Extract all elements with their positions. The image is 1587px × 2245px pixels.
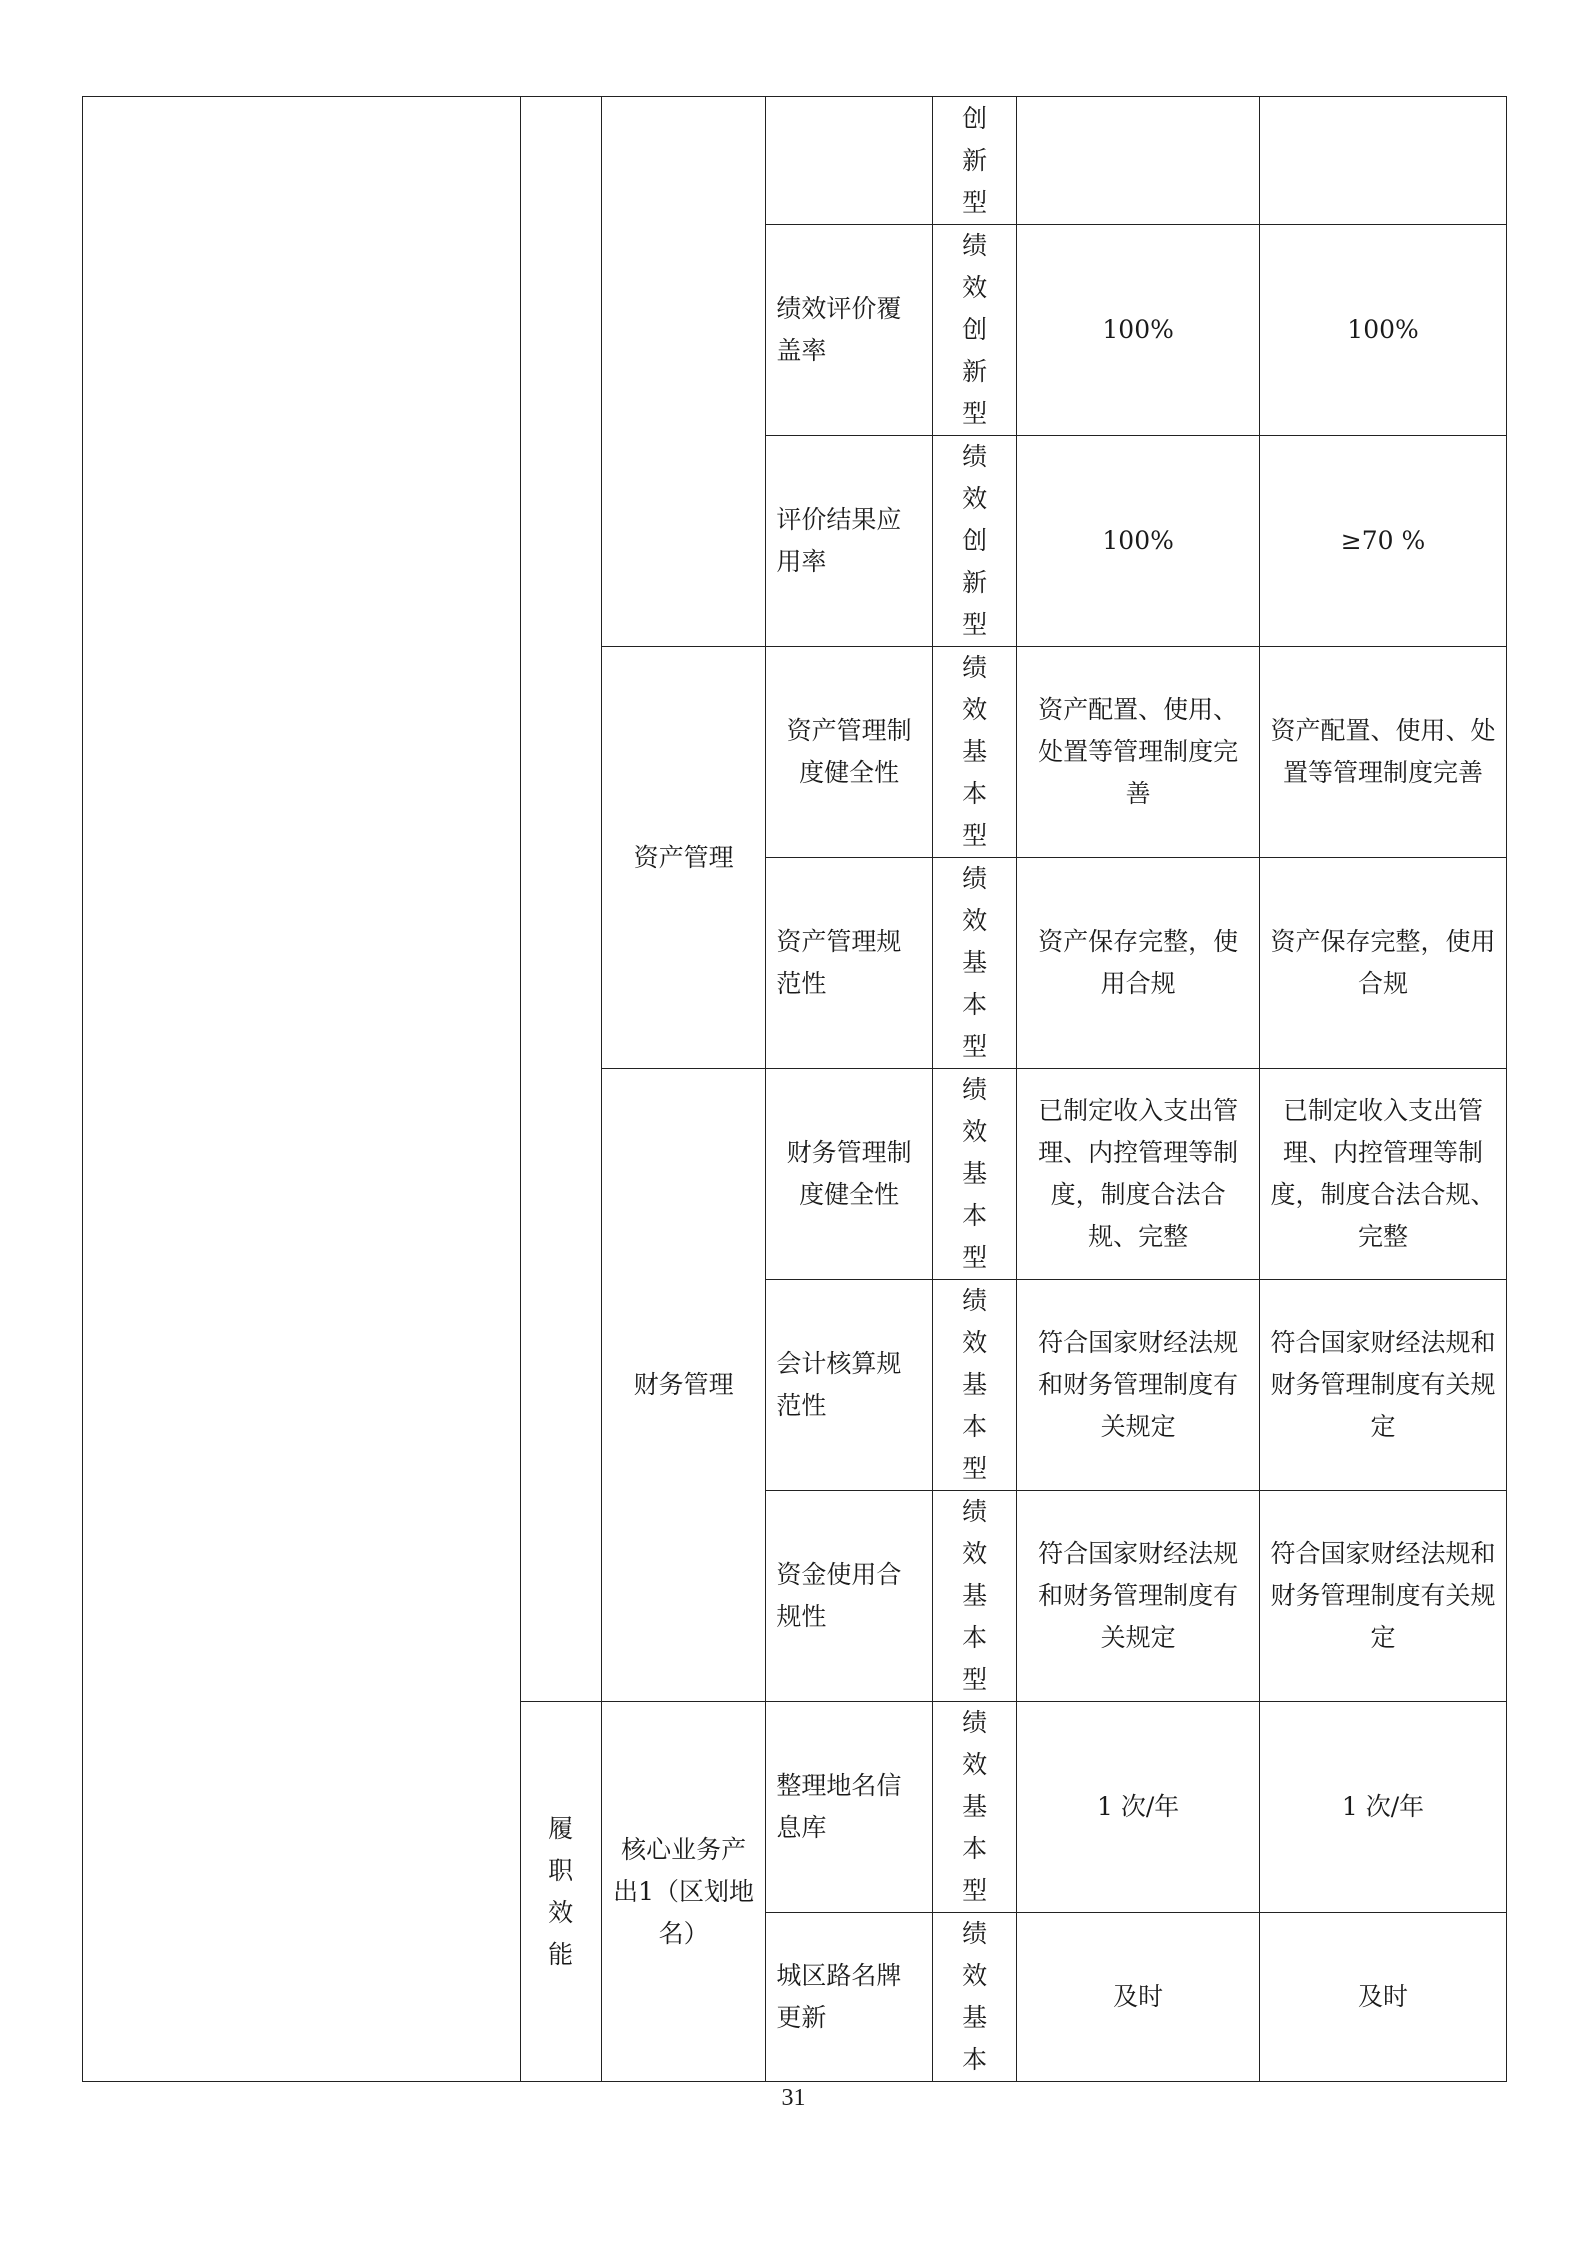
- target-value: 符合国家财经法规和财务管理制度有关规定: [1017, 1280, 1260, 1491]
- section-duty-efficiency: [520, 1702, 601, 2082]
- vertical-text: [943, 647, 1006, 857]
- vertical-char: 效: [962, 273, 988, 302]
- vertical-char: 能: [548, 1939, 574, 1969]
- indicator-type: [932, 97, 1016, 225]
- target-value: 1 次/年: [1017, 1702, 1260, 1913]
- vertical-char: 型: [962, 1876, 988, 1905]
- indicator-name: 会计核算规范性: [766, 1280, 933, 1491]
- vertical-char: 新: [962, 568, 988, 597]
- level2-indicator-cell: [601, 97, 766, 647]
- vertical-char: 职: [548, 1855, 574, 1885]
- vertical-char: 绩: [962, 1497, 988, 1526]
- page-number: 31: [781, 2085, 806, 2111]
- indicator-type: [932, 436, 1016, 647]
- vertical-char: 型: [962, 1243, 988, 1272]
- vertical-char: 创: [962, 103, 988, 133]
- indicator-name: 整理地名信息库: [766, 1702, 933, 1913]
- vertical-char: 本: [962, 1834, 988, 1863]
- section-asset-management: 资产管理: [601, 647, 766, 1069]
- vertical-char: 型: [962, 821, 988, 850]
- performance-indicator-table: [82, 96, 1507, 2082]
- indicator-name: [766, 97, 933, 225]
- vertical-char: 本: [962, 2045, 988, 2074]
- indicator-name: 资金使用合规性: [766, 1491, 933, 1702]
- section-core-output: 核心业务产出1（区划地名）: [601, 1702, 766, 2082]
- indicator-type: [932, 225, 1016, 436]
- vertical-char: 基: [962, 1792, 988, 1821]
- vertical-char: 绩: [962, 442, 988, 471]
- vertical-char: 本: [962, 1201, 988, 1230]
- vertical-char: 绩: [962, 864, 988, 893]
- vertical-char: 效: [962, 695, 988, 724]
- vertical-char: 型: [962, 610, 988, 639]
- indicator-type: [932, 1069, 1016, 1280]
- actual-value: 资产配置、使用、处置等管理制度完善: [1260, 647, 1507, 858]
- target-value: 100%: [1017, 225, 1260, 436]
- indicator-type: [932, 858, 1016, 1069]
- actual-value: 100%: [1260, 225, 1507, 436]
- vertical-char: 基: [962, 1159, 988, 1188]
- actual-value: 已制定收入支出管理、内控管理等制度，制度合法合规、完整: [1260, 1069, 1507, 1280]
- indicator-type: [932, 1913, 1016, 2082]
- vertical-char: 履: [548, 1813, 574, 1843]
- vertical-char: 型: [962, 1665, 988, 1694]
- vertical-char: 效: [962, 1539, 988, 1568]
- vertical-char: 效: [962, 1750, 988, 1779]
- vertical-text: [943, 858, 1006, 1068]
- target-value: 资产保存完整，使用合规: [1017, 858, 1260, 1069]
- vertical-text: [943, 1913, 1006, 2081]
- indicator-name: 绩效评价覆盖率: [766, 225, 933, 436]
- project-name-cell: [83, 97, 521, 2082]
- vertical-char: 型: [962, 399, 988, 428]
- vertical-char: 绩: [962, 1919, 988, 1948]
- actual-value: 符合国家财经法规和财务管理制度有关规定: [1260, 1280, 1507, 1491]
- vertical-text: [943, 1491, 1006, 1701]
- vertical-char: 效: [962, 484, 988, 513]
- actual-value: 资产保存完整，使用合规: [1260, 858, 1507, 1069]
- vertical-text: [943, 1069, 1006, 1279]
- target-value: 资产配置、使用、处置等管理制度完善: [1017, 647, 1260, 858]
- vertical-char: 绩: [962, 1075, 988, 1104]
- target-value: 符合国家财经法规和财务管理制度有关规定: [1017, 1491, 1260, 1702]
- table-row: [83, 97, 1507, 225]
- vertical-char: 基: [962, 2003, 988, 2032]
- indicator-name: 资产管理规范性: [766, 858, 933, 1069]
- vertical-char: 新: [962, 357, 988, 386]
- indicator-type: [932, 1280, 1016, 1491]
- vertical-char: 绩: [962, 1286, 988, 1315]
- vertical-char: 创: [962, 315, 988, 344]
- indicator-type: [932, 1702, 1016, 1913]
- vertical-char: 绩: [962, 1708, 988, 1737]
- vertical-char: 本: [962, 990, 988, 1019]
- indicator-type: [932, 647, 1016, 858]
- indicator-name: 资产管理制度健全性: [766, 647, 933, 858]
- vertical-char: 型: [962, 1032, 988, 1061]
- actual-value: [1260, 97, 1507, 225]
- target-value: 及时: [1017, 1913, 1260, 2082]
- indicator-name: 财务管理制度健全性: [766, 1069, 933, 1280]
- vertical-char: 效: [962, 1117, 988, 1146]
- vertical-char: 型: [962, 1454, 988, 1483]
- vertical-char: 新: [962, 145, 988, 175]
- indicator-name: 城区路名牌更新: [766, 1913, 933, 2082]
- section-finance-management: 财务管理: [601, 1069, 766, 1702]
- vertical-char: 本: [962, 779, 988, 808]
- target-value: 100%: [1017, 436, 1260, 647]
- vertical-char: 基: [962, 737, 988, 766]
- vertical-char: 基: [962, 948, 988, 977]
- actual-value: ≥70 %: [1260, 436, 1507, 647]
- vertical-char: 效: [962, 906, 988, 935]
- indicator-type: [932, 1491, 1016, 1702]
- vertical-text: [531, 1808, 591, 1976]
- vertical-text: [943, 436, 1006, 646]
- vertical-char: 创: [962, 526, 988, 555]
- actual-value: 1 次/年: [1260, 1702, 1507, 1913]
- vertical-char: 型: [962, 187, 988, 217]
- vertical-char: 绩: [962, 231, 988, 260]
- vertical-text: [943, 1280, 1006, 1490]
- vertical-char: 基: [962, 1581, 988, 1610]
- vertical-char: 效: [962, 1961, 988, 1990]
- actual-value: 及时: [1260, 1913, 1507, 2082]
- vertical-text: [943, 98, 1006, 224]
- indicator-name: 评价结果应用率: [766, 436, 933, 647]
- vertical-text: [943, 1702, 1006, 1912]
- target-value: 已制定收入支出管理、内控管理等制度，制度合法合规、完整: [1017, 1069, 1260, 1280]
- vertical-char: 本: [962, 1412, 988, 1441]
- vertical-char: 效: [548, 1897, 574, 1927]
- vertical-char: 效: [962, 1328, 988, 1357]
- vertical-text: [943, 225, 1006, 435]
- level1-indicator-cell: [520, 97, 601, 1702]
- vertical-char: 绩: [962, 653, 988, 682]
- vertical-char: 本: [962, 1623, 988, 1652]
- actual-value: 符合国家财经法规和财务管理制度有关规定: [1260, 1491, 1507, 1702]
- target-value: [1017, 97, 1260, 225]
- vertical-char: 基: [962, 1370, 988, 1399]
